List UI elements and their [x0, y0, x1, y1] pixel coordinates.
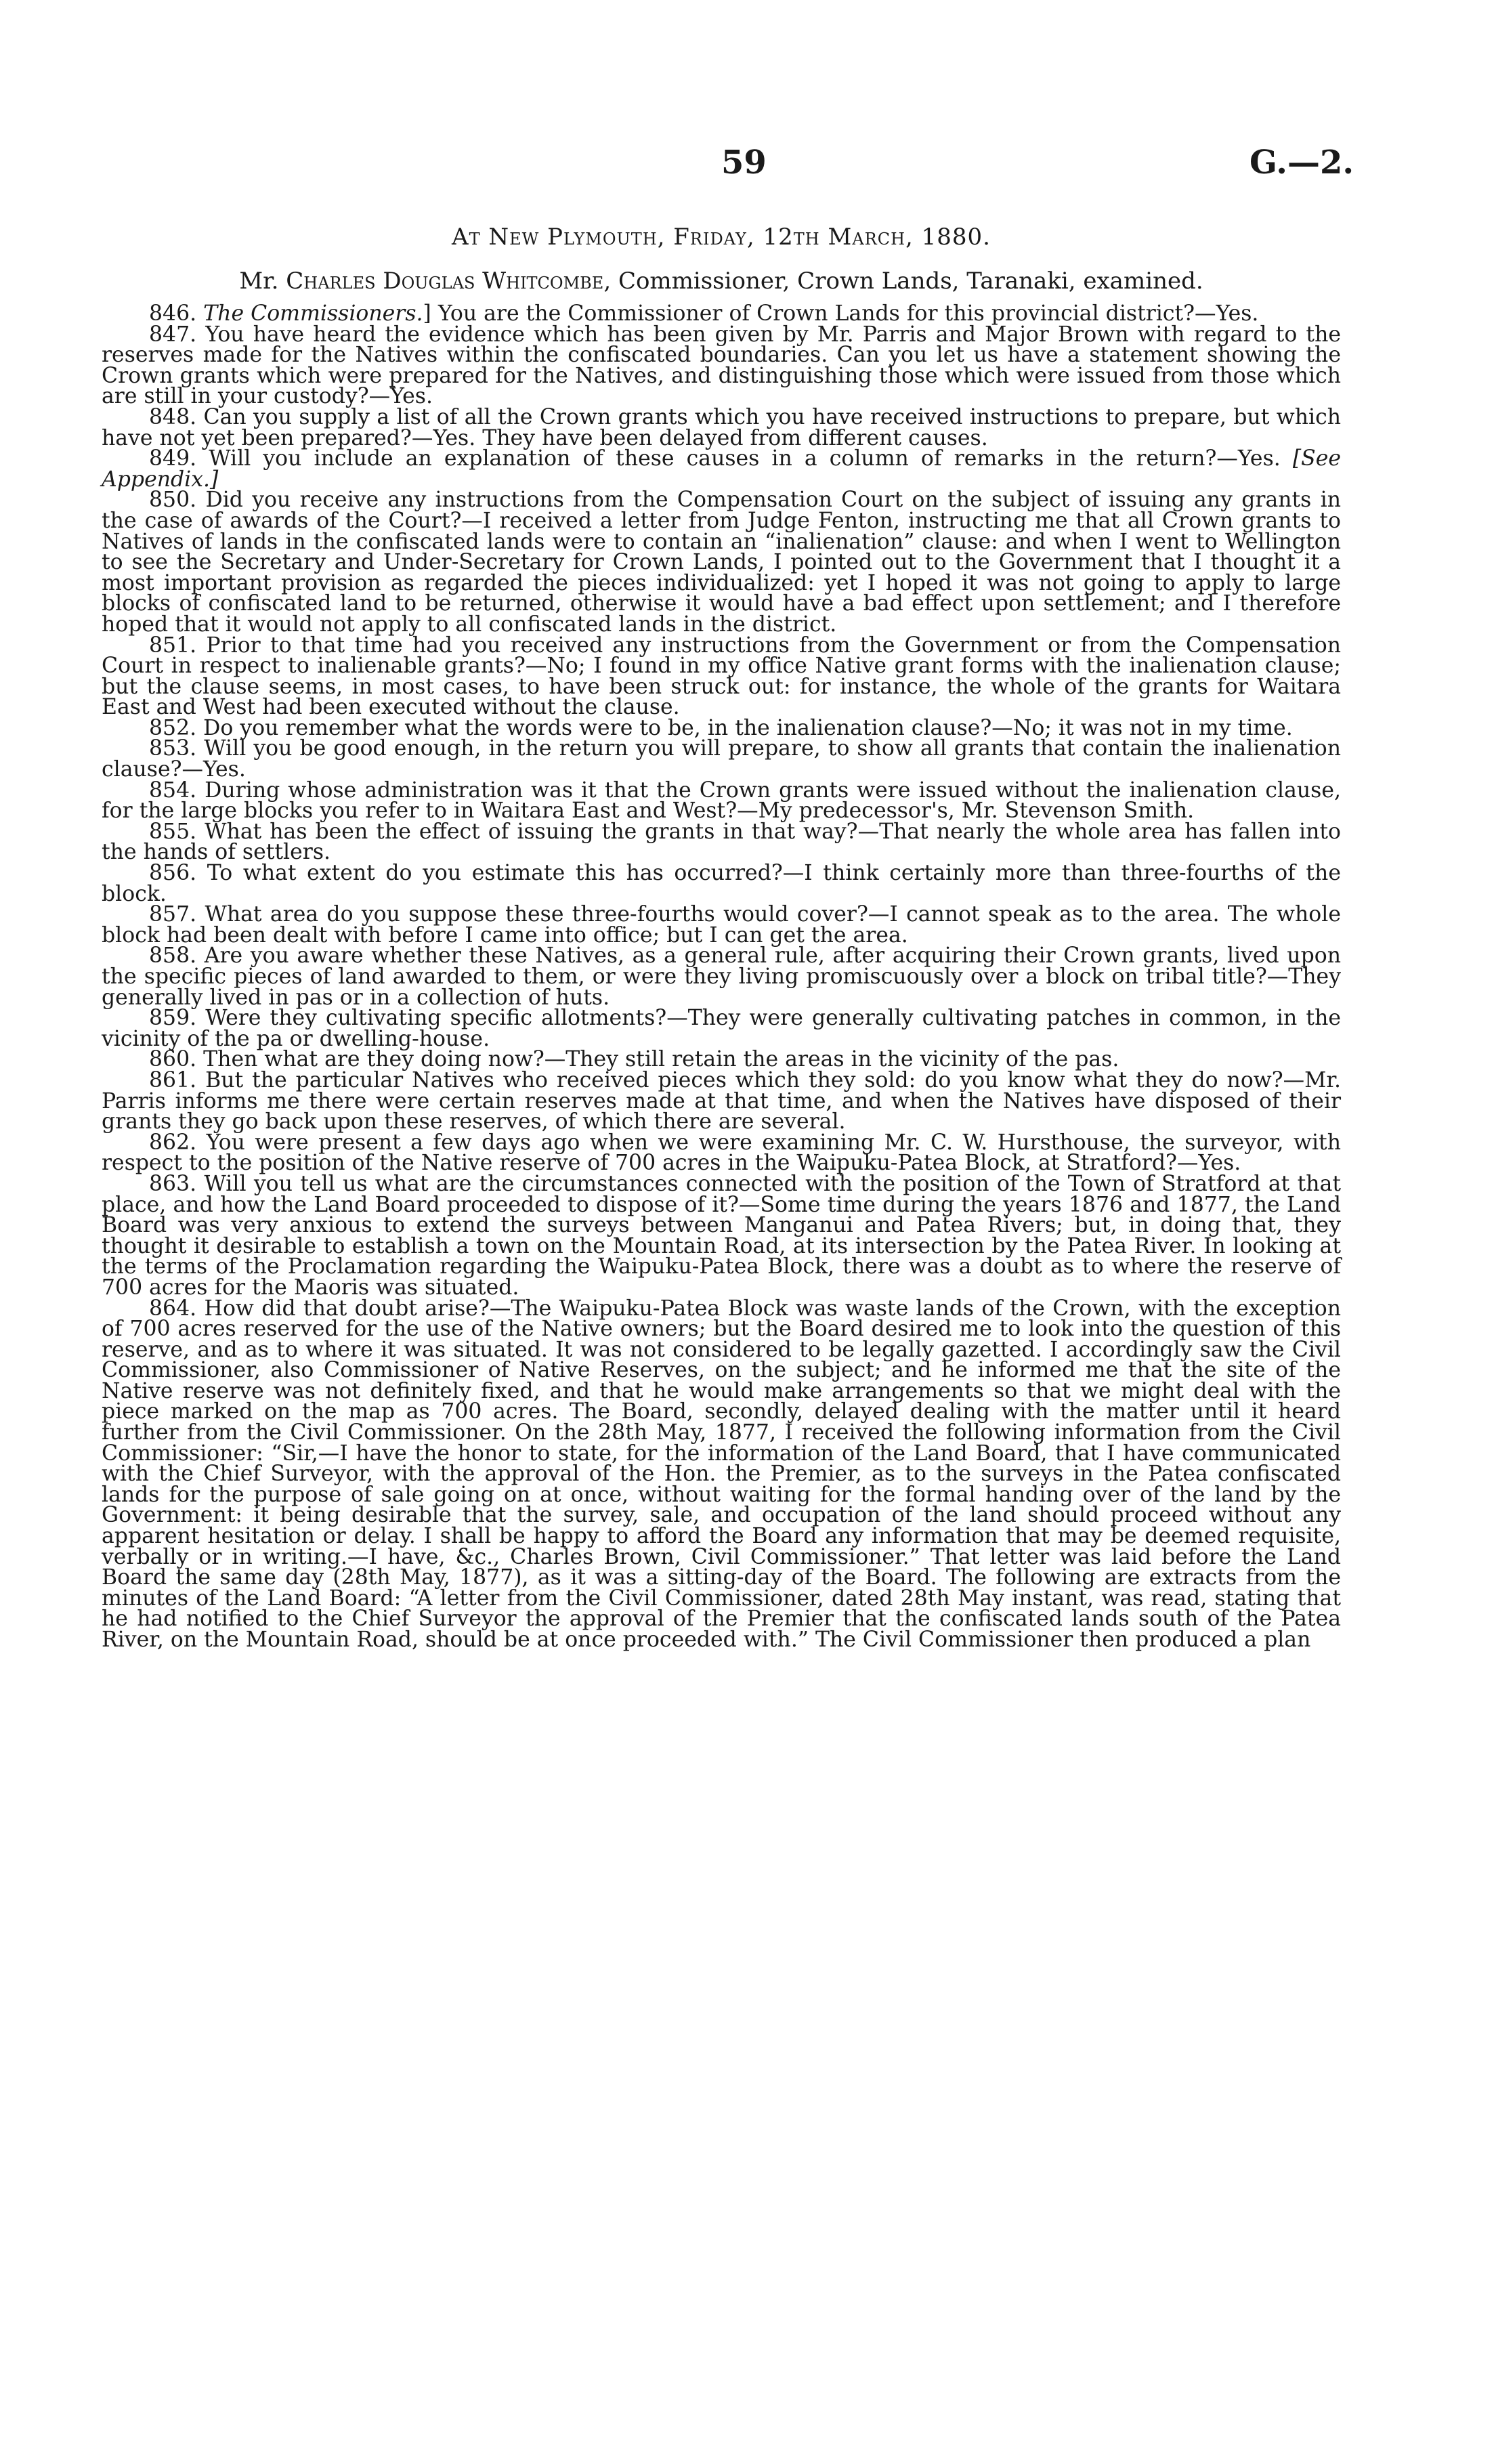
witness-role: , Commissioner, Crown Lands, Taranaki, examined. — [603, 268, 1203, 295]
question-text: Will you tell us what are the circumstances connected with the position of the Town of Stratford at that place, and how the Land Board proceeded to dispose of it?—Some time during the years 1876 and 1877, the Land Board was very anxious to extend the surveys between Manganui and Patea Rivers; but, in doing that, they thought it desirable to establish a town on the Mountain Road, at its intersection by the Patea River. In looking at the terms of the Proclamation regarding the Waipuku-Patea Block, there was a doubt as to where the reserve of 700 acres for the Maoris was situated. — [102, 1171, 1342, 1300]
question-text: Are you aware whether these Natives, as a general rule, after acquiring their Crown grants, lived upon the specific pieces of land awarded to them, or were they living promiscuously over a block on tribal title?—They generally lived in pas or in a collection of huts. — [102, 943, 1341, 1010]
witness-line — [102, 268, 1341, 295]
question-851 — [102, 635, 1341, 718]
question-text: Then what are they doing now?—They still retain the areas in the vicinity of the pas. — [203, 1047, 1119, 1072]
question-863 — [102, 1171, 1342, 1300]
witness-name: Charles Douglas Whitcombe — [286, 268, 604, 295]
page-number: 59 — [721, 144, 767, 182]
question-855 — [102, 819, 1342, 865]
question-text: To what extent do you estimate this has occurred?—I think certainly more than three-fourths of the block. — [102, 861, 1341, 906]
question-857 — [102, 904, 1341, 946]
appendix-note: [See Appendix.] — [102, 446, 1342, 492]
question-853 — [102, 738, 1341, 780]
question-846 — [102, 303, 1341, 324]
question-number: 849. — [149, 446, 197, 471]
question-number: 855. — [149, 819, 197, 844]
question-text: How did that doubt arise?—The Waipuku-Patea Block was waste lands of the Crown, with the exception of 700 acres reserved for the use of the Native owners; but the Board desired me to look into the question of this reserve, and as to where it was situated. It was not considered to be legally gazetted. I accordingly saw the Civil Commissioner, also Commissioner of Native Reserves, on the subject; and he informed me that the site of the Native reserve was not definitely fixed, and that he would make arrangements so that we might deal with the piece marked on the map as 700 acres. The Board, secondly, delayed dealing with the matter until it heard further from the Civil Commissioner. On the 28th May, 1877, I received the following information from the Civil Commissioner: “Sir,—I have the honor to state, for the information of the Land Board, that I have communicated with the Chief Surveyor, with the approval of the Hon. the Premier, as to the surveys in the Patea confiscated lands for the purpose of sale going on at once, without waiting for the formal handing over of the land by the Government: it being desirable that the survey, sale, and occupation of the land should proceed without any apparent hesitation or delay. I shall be happy to afford the Board any information that may be deemed requisite, verbally or in writing.—I have, &c., Charles Brown, Civil Commissioner.” That letter was laid before the Land Board the same day (28th May, 1877), as it was a sitting-day of the Board. The following are extracts from the minutes of the Land Board: “A letter from the Civil Commissioner, dated 28th May instant, was read, stating that he had notified to the Chief Surveyor the approval of the Premier that the confiscated lands south of the Patea River, on the Mountain Road, should be at once proceeded with.” The Civil Commissioner then produced a plan — [102, 1296, 1342, 1652]
question-number: 859. — [149, 1006, 197, 1031]
question-852 — [102, 715, 1341, 740]
question-text: You have heard the evidence which has been given by Mr. Parris and Major Brown with regard to the reserves made for the Natives within the confiscated boundaries. Can you let us have a statement showing the Crown grants which were prepared for the Natives, and distinguishing those which were issued from those which are still in your custody?—Yes. — [102, 322, 1341, 409]
question-number: 853. — [149, 736, 197, 761]
question-861 — [102, 1067, 1341, 1134]
question-number: 864. — [149, 1296, 197, 1321]
document-reference: G.—2. — [1249, 144, 1354, 182]
witness-prefix: Mr. — [239, 268, 279, 295]
question-number: 850. — [149, 488, 197, 513]
question-number: 848. — [149, 404, 197, 429]
question-number: 862. — [149, 1130, 197, 1155]
question-850 — [102, 490, 1341, 635]
question-number: 858. — [149, 943, 197, 969]
speaker: The Commissioners. — [203, 301, 423, 326]
question-text: Do you remember what the words were to be, in the inalienation clause?—No; it was not in my time. — [203, 715, 1293, 740]
question-847 — [102, 324, 1341, 407]
question-number: 852. — [149, 715, 197, 740]
question-number: 846. — [149, 301, 197, 326]
question-858 — [102, 943, 1341, 1010]
question-number: 857. — [149, 902, 197, 927]
question-text: Were they cultivating specific allotments?—They were generally cultivating patches in common, in the vicinity of the pa or dwelling-house. — [102, 1006, 1341, 1051]
question-number: 856. — [149, 861, 197, 886]
question-862 — [102, 1132, 1341, 1174]
question-864 — [102, 1298, 1341, 1651]
question-number: 854. — [149, 778, 197, 803]
question-848 — [102, 404, 1342, 450]
question-text: Will you include an explanation of these causes in a column of remarks in the return?—Yes. — [209, 446, 1281, 471]
evidence-body — [102, 303, 1341, 1651]
question-text: What has been the effect of issuing the grants in that way?—That nearly the whole area has fallen into the hands of settlers. — [102, 819, 1342, 865]
question-text: Prior to that time had you received any instructions from the Government or from the Compensation Court in respect to inalienable grants?—No; I found in my office Native grant forms with the inalienation clause; but the clause seems, in most cases, to have been struck out: for instance, the whole of the grants for Waitara East and West had been executed without the clause. — [102, 633, 1342, 720]
question-text: During whose administration was it that the Crown grants were issued without the inalienation clause, for the large blocks you refer to in Waitara East and West?—My predecessor's, Mr. Stevenson Smith. — [102, 778, 1342, 824]
question-number: 847. — [149, 322, 197, 347]
question-text: ] You are the Commissioner of Crown Lands for this provincial district?—Yes. — [423, 301, 1259, 326]
question-text: But the particular Natives who received pieces which they sold: do you know what they do now?—Mr. Parris informs me there were certain reserves made at that time, and when the Natives have disposed of their grants they go back upon these reserves, of which there are several. — [102, 1067, 1341, 1134]
question-854 — [102, 780, 1341, 822]
question-text: Can you supply a list of all the Crown grants which you have received instructions to prepare, but which have not yet been prepared?—Yes. They have been delayed from different causes. — [102, 404, 1342, 450]
question-number: 861. — [149, 1067, 197, 1092]
question-number: 863. — [149, 1171, 197, 1196]
question-text: Did you receive any instructions from the Compensation Court on the subject of issuing any grants in the case of awards of the Court?—I received a letter from Judge Fenton, instructing me that all Crown grants to Natives of lands in the confiscated lands were to contain an “inalienation” clause: and when I went to Wellington to see the Secretary and Under-Secretary for Crown Lands, I pointed out to the Government that I thought it a most important provision as regarded the pieces individualized: yet I hoped it was not going to apply to large blocks of confiscated land to be returned, otherwise it would have a bad effect upon settlement; and I therefore hoped that it would not apply to all confiscated lands in the district. — [102, 488, 1341, 637]
question-859 — [102, 1008, 1341, 1049]
question-860 — [102, 1049, 1341, 1070]
question-856 — [102, 863, 1341, 904]
question-number: 851. — [149, 633, 197, 658]
question-number: 860. — [149, 1047, 197, 1072]
question-text: Will you be good enough, in the return you will prepare, to show all grants that contain the inalienation clause?—Yes. — [102, 736, 1341, 782]
question-text: What area do you suppose these three-fourths would cover?—I cannot speak as to the area. The whole block had been dealt with before I came into office; but I can get the area. — [102, 902, 1341, 948]
question-849 — [102, 448, 1341, 490]
session-heading: At New Plymouth, Friday, 12th March, 1880. — [452, 224, 991, 251]
question-text: You were present a few days ago when we were examining Mr. C. W. Hursthouse, the surveyor, with respect to the position of the Native reserve of 700 acres in the Waipuku-Patea Block, at Stratford?—Yes. — [102, 1130, 1341, 1176]
